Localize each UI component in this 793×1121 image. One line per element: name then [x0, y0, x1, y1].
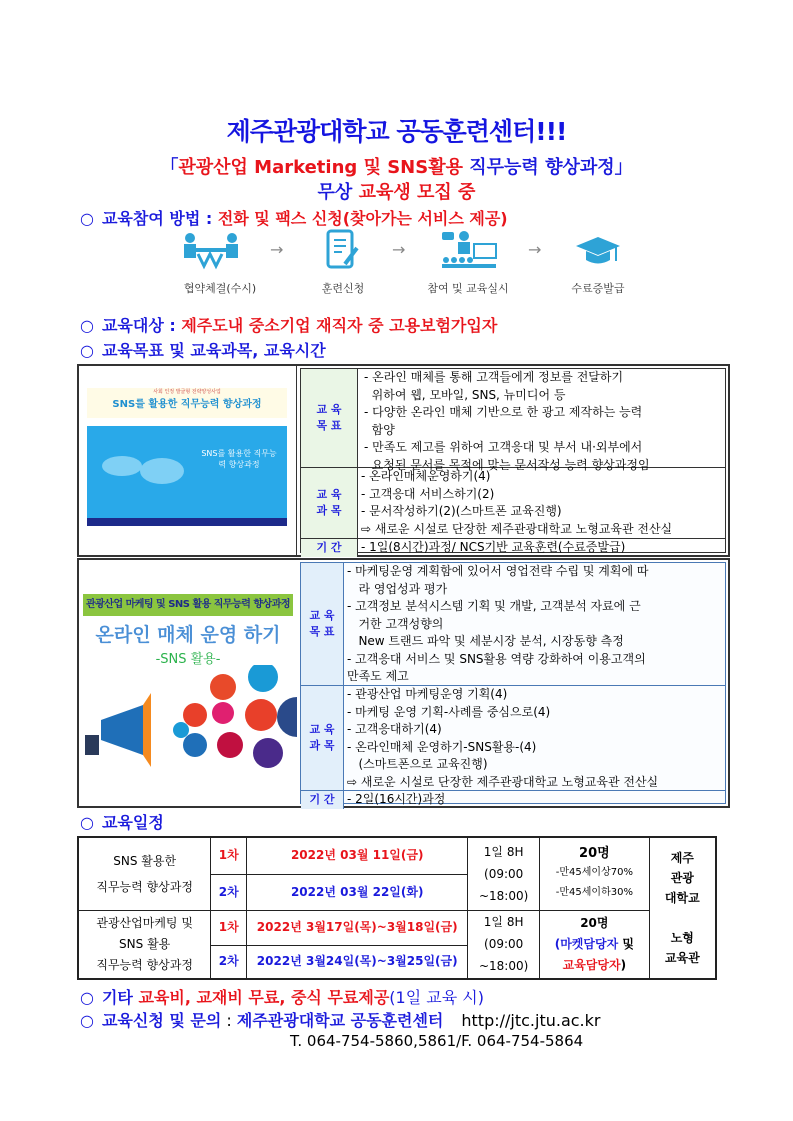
- cover-title: SNS를 활용한 직무능력 향상과정: [201, 449, 277, 469]
- banner-title: 관광산업 마케팅 및 SNS 활용 직무능력 향상과정: [83, 594, 293, 616]
- subject-label: 교 육 과 목: [301, 686, 344, 790]
- goal-list: [344, 563, 725, 685]
- period-label: 기 간: [301, 791, 344, 809]
- course1-cover: [87, 426, 287, 526]
- subject-row: [301, 686, 725, 791]
- tag: -SNS 활용-: [155, 652, 221, 667]
- period-label: 기 간: [301, 539, 358, 557]
- subject-label: 교 육 과 목: [301, 468, 358, 538]
- paren: (: [554, 936, 561, 951]
- capacity-count: 20명: [579, 846, 610, 862]
- subject-list: [358, 468, 725, 538]
- goal-item: - 고객정보 분석시스템 기획 및 개발, 고객분석 자료에 근: [347, 599, 641, 613]
- step-label: 훈련신청: [321, 282, 365, 295]
- goal-item: New 트랜드 파악 및 세분시장 분석, 시장동향 측정: [347, 634, 624, 648]
- world-map-icon: [97, 446, 187, 496]
- subject-item: - 마케팅 운영 기획-사례를 중심으로(4): [347, 704, 551, 719]
- page-title: 제주관광대학교 공동훈련센터!!!: [226, 117, 567, 146]
- subject-item: - 고객응대 서비스하기(2): [361, 486, 495, 501]
- goal-item: 위하여 웹, 모바일, SNS, 뉴미디어 등: [364, 387, 566, 402]
- goal-row: [301, 369, 725, 472]
- subject-list: [344, 686, 725, 790]
- capacity-count: 20명: [580, 915, 609, 930]
- course2-details: [300, 562, 726, 804]
- course2-table: [77, 558, 730, 808]
- capacity-note: -만45세이하30%: [555, 887, 633, 899]
- round: 2차: [211, 874, 247, 910]
- arrow-icon: →: [528, 240, 542, 259]
- bullet-icon: ○: [80, 316, 94, 335]
- goal-item: 함양: [364, 422, 395, 437]
- course1-details: [300, 368, 726, 553]
- graduation-cap-icon: [575, 235, 621, 273]
- course-subtitle: [0, 153, 793, 179]
- bullet-icon: ○: [80, 1011, 94, 1030]
- handshake-icon: [180, 232, 242, 274]
- course1-table: [77, 364, 730, 557]
- time: 1일 8H (09:00 ~18:00): [468, 910, 540, 979]
- bullet-icon: ○: [80, 341, 94, 360]
- step-label: 수료증발급: [571, 282, 625, 295]
- round: 2차: [211, 945, 247, 979]
- subtitle-part: 및 SNS활용: [357, 157, 470, 178]
- bullet-icon: ○: [80, 813, 94, 832]
- course1-banner: [87, 388, 287, 418]
- bullet-icon: ○: [80, 988, 94, 1007]
- period-row: [301, 539, 725, 557]
- bullet-icon: ○: [80, 209, 94, 228]
- contact-line: [80, 1008, 600, 1031]
- etc-note: (1일 교육 시): [389, 988, 484, 1007]
- time: 1일 8H (09:00 ~18:00): [468, 837, 540, 910]
- subject-item: ⇨ 새로운 시설로 단장한 제주관광대학교 노형교육관 전산실: [361, 521, 673, 536]
- capacity-note: 및: [618, 936, 634, 951]
- subtitle-part: 직무능력 향상과정: [469, 157, 615, 178]
- target-value: 제주도내 중소기업 재직자 중 고용보험가입자: [181, 316, 498, 335]
- date: 2022년 3월17일(목)~3월18일(금): [247, 910, 468, 945]
- recruit-free: 무상: [317, 182, 353, 203]
- banner-small: 사회 인정 발굴형 전략양성사업: [153, 389, 221, 395]
- course-name: 관광산업마케팅 및 SNS 활용 직무능력 향상과정: [78, 910, 211, 979]
- capacity-note: -만45세이상70%: [555, 867, 633, 879]
- banner-title: SNS를 활용한 직무능력 향상과정: [112, 399, 262, 410]
- goal-item: - 고객응대 서비스 및 SNS활용 역량 강화하여 이용고객의: [347, 651, 646, 666]
- arrow-icon: →: [270, 240, 284, 259]
- classroom-icon: [440, 230, 498, 274]
- paren: ): [620, 957, 627, 972]
- goal-item: 거한 고객성향의: [347, 616, 444, 631]
- table-row: [78, 837, 716, 874]
- etc-line: [80, 985, 484, 1008]
- goal-item: - 만족도 제고를 위하여 고객응대 및 부서 내·외부에서: [364, 440, 643, 454]
- subject-item: - 온라인매체 운영하기-SNS활용-(4): [347, 739, 537, 754]
- heading-text: 교육목표 및 교육과목, 교육시간: [101, 341, 326, 360]
- course-name: SNS 활용한 직무능력 향상과정: [78, 837, 211, 910]
- capacity: [540, 910, 650, 979]
- contact-phone: T. 064-754-5860,5861/F. 064-754-5864: [290, 1032, 584, 1050]
- subject-item: (스마트폰으로 교육진행): [347, 757, 488, 771]
- etc-label: 기타: [101, 988, 139, 1007]
- step-label: 협약체결(수시): [183, 282, 257, 295]
- subject-item: - 온라인매체운영하기(4): [361, 469, 491, 483]
- target-label: 교육대상 :: [101, 316, 182, 335]
- recruit-text: 교육생 모집 중: [352, 182, 476, 203]
- contact-label: 교육신청 및 문의: [101, 1011, 222, 1030]
- target-line: [80, 313, 497, 336]
- megaphone-social-icon: [83, 665, 297, 775]
- date: 2022년 03월 22일(화): [247, 874, 468, 910]
- table-row: [78, 910, 716, 945]
- goal-label: 교 육 목 표: [301, 563, 344, 685]
- separator: :: [221, 1011, 237, 1030]
- goal-item: 요청된 문서를 목적에 맞는 문서작성 능력 향상과정임: [364, 457, 650, 472]
- location: 제주 관광 대학교 노형 교육관: [649, 837, 716, 979]
- goal-item: - 마케팅운영 계획함에 있어서 영업전략 수립 및 계획에 따: [347, 564, 649, 578]
- subtitle-part: 관광산업 Marketing: [178, 157, 358, 178]
- schedule-table: [77, 836, 717, 980]
- course1-image: [79, 366, 297, 555]
- arrow-icon: →: [392, 240, 406, 259]
- goal-list: [358, 369, 725, 472]
- period-row: [301, 791, 725, 809]
- goal-item: 라 영업성과 평가: [347, 581, 448, 596]
- contact-url[interactable]: http://jtc.jtu.ac.kr: [461, 1011, 601, 1030]
- document-pen-icon: [325, 228, 361, 276]
- goal-label: 교 육 목 표: [301, 369, 358, 467]
- goal-item: - 온라인 매체를 통해 고객들에게 정보를 전달하기: [364, 370, 624, 384]
- goal-row: [301, 563, 725, 686]
- etc-value: 교육비, 교재비 무료, 중식 무료제공: [138, 988, 390, 1007]
- recruit-line: [0, 178, 793, 204]
- capacity-note: 마켓담당자: [560, 936, 619, 951]
- method-value: 전화 및 팩스 신청(찾아가는 서비스 제공): [217, 209, 508, 228]
- schedule-heading: [80, 810, 164, 833]
- goal-item: 만족도 제고: [347, 669, 409, 683]
- date: 2022년 03월 11일(금): [247, 837, 468, 874]
- round: 1차: [211, 837, 247, 874]
- goals-heading: [80, 338, 326, 361]
- subject-item: - 관광산업 마케팅운영 기획(4): [347, 687, 508, 701]
- capacity-note: 교육담당자: [562, 957, 621, 972]
- subject-row: [301, 468, 725, 539]
- headline: 온라인 매체 운영 하기: [95, 624, 281, 646]
- capacity: [540, 837, 650, 910]
- method-line: [80, 206, 508, 229]
- step-label: 참여 및 교육실시: [427, 282, 509, 295]
- contact-org: 제주관광대학교 공동훈련센터: [236, 1011, 444, 1030]
- heading-text: 교육일정: [101, 813, 164, 832]
- period-value: - 2일(16시간)과정: [347, 792, 446, 806]
- period-value: - 1일(8시간)과정/ NCS기반 교육훈련(수료증발급): [361, 540, 626, 554]
- method-label: 교육참여 방법 :: [101, 209, 218, 228]
- subject-item: - 고객응대하기(4): [347, 722, 442, 736]
- subject-item: - 문서작성하기(2)(스마트폰 교육진행): [361, 504, 562, 518]
- bracket: 「: [160, 157, 179, 178]
- subject-item: ⇨ 새로운 시설로 단장한 제주관광대학교 노형교육관 전산실: [347, 774, 659, 789]
- goal-item: - 다양한 온라인 매체 기반으로 한 광고 제작하는 능력: [364, 405, 643, 419]
- round: 1차: [211, 910, 247, 945]
- date: 2022년 3월24일(목)~3월25일(금): [247, 945, 468, 979]
- bracket: 」: [614, 157, 633, 178]
- course2-image: [79, 560, 297, 806]
